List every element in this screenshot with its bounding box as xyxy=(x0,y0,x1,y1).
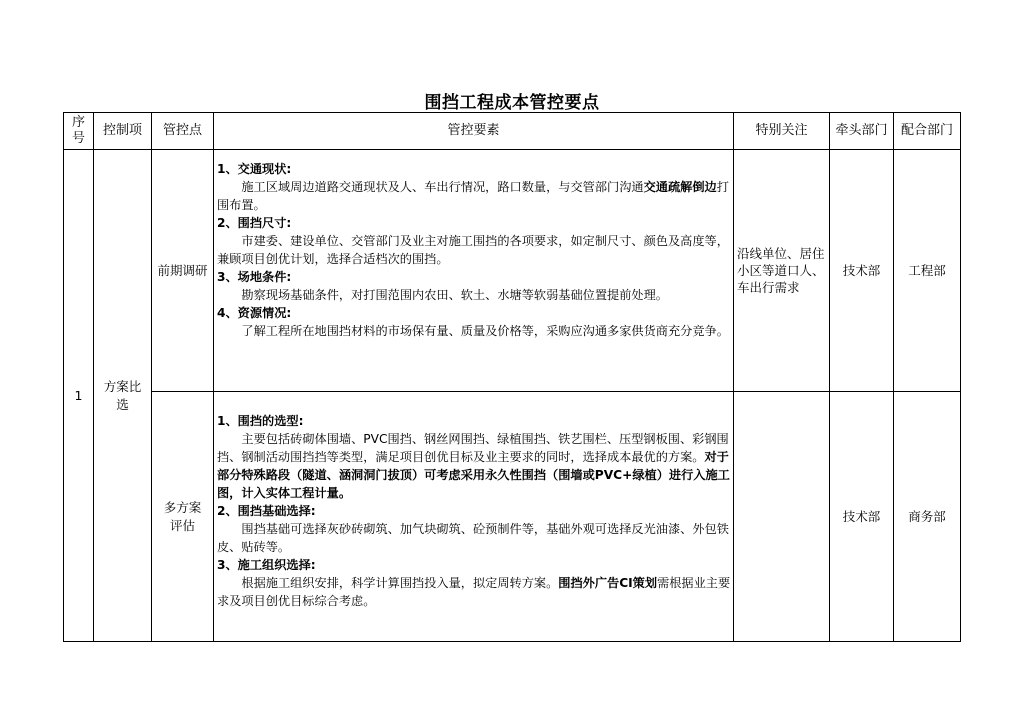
req-text xyxy=(217,430,731,502)
req-text: 市建委、建设单位、交管部门及业主对施工围挡的各项要求，如定制尺寸、颜色及高度等，兼顾项目创优计划，选择合适档次的围挡。 xyxy=(217,234,729,266)
req-text-bold: 对于部分特殊路段（隧道、涵洞洞门拔顶）可考虑采用永久性围挡（围墙或PVC+绿植）进行入施工图，计入实体工程计量。 xyxy=(217,450,730,500)
header-requirements: 管控要素 xyxy=(214,113,734,150)
cost-control-table xyxy=(63,112,961,642)
cell-lead-dept: 技术部 xyxy=(830,392,894,642)
header-support-dept: 配合部门 xyxy=(894,113,961,150)
req-block xyxy=(217,160,731,340)
req-heading: 2、围挡基础选择: xyxy=(217,504,316,518)
req-heading: 4、资源情况: xyxy=(217,306,292,320)
page-title: 围挡工程成本管控要点 xyxy=(424,93,600,113)
req-text: 了解工程所在地围挡材料的市场保有量、质量及价格等，采购应沟通多家供货商充分竞争。 xyxy=(241,324,729,338)
cell-control-point xyxy=(152,392,214,642)
header-row xyxy=(64,113,961,150)
cell-special: 沿线单位、居住小区等道口人、车出行需求 xyxy=(734,150,830,392)
cell-control-point: 前期调研 xyxy=(152,150,214,392)
cell-special xyxy=(734,392,830,642)
cell-support-dept: 商务部 xyxy=(894,392,961,642)
cell-lead-dept: 技术部 xyxy=(830,150,894,392)
req-heading: 1、围挡的选型: xyxy=(217,414,304,428)
cell-seq: 1 xyxy=(64,150,94,642)
header-control-point: 管控点 xyxy=(152,113,214,150)
control-point-text: 多方案评估 xyxy=(163,499,202,533)
req-text-normal: 根据施工组织安排，科学计算围挡投入量，拟定周转方案。 xyxy=(241,576,559,590)
req-heading: 3、场地条件: xyxy=(217,270,292,284)
req-text xyxy=(217,178,731,214)
table-row xyxy=(64,392,961,642)
header-control-item: 控制项 xyxy=(94,113,152,150)
req-text-tail: 打围布置。 xyxy=(217,180,729,212)
req-text xyxy=(217,574,731,610)
control-item-text: 方案比选 xyxy=(103,378,142,412)
req-text: 围挡基础可选择灰砂砖砌筑、加气块砌筑、砼预制件等，基础外观可选择反光油漆、外包铁皮、贴砖等。 xyxy=(217,522,729,554)
req-text-normal: 主要包括砖砌体围墙、PVC围挡、钢丝网围挡、绿植围挡、铁艺围栏、压型钢板围、彩钢围挡、钢制活动围挡挡等类型，满足项目创优目标及业主要求的同时，选择成本最优的方案。 xyxy=(217,432,729,464)
req-text: 勘察现场基础条件，对打围范围内农田、软土、水塘等软弱基础位置提前处理。 xyxy=(241,288,668,302)
header-seq-line2: 号 xyxy=(71,131,85,146)
req-text-tail: 需根据业主要求及项目创优目标综合考虑。 xyxy=(217,576,731,608)
req-heading: 2、围挡尺寸: xyxy=(217,216,292,230)
header-special: 特别关注 xyxy=(734,113,830,150)
header-seq xyxy=(64,113,94,150)
header-lead-dept: 牵头部门 xyxy=(830,113,894,150)
cell-requirements xyxy=(214,150,734,392)
req-text-bold: 围挡外广告CI策划 xyxy=(558,576,658,590)
cell-support-dept: 工程部 xyxy=(894,150,961,392)
table-row xyxy=(64,150,961,392)
req-heading: 3、施工组织选择: xyxy=(217,558,316,572)
cell-control-item xyxy=(94,150,152,642)
header-seq-line1: 序 xyxy=(71,115,85,130)
req-heading: 1、交通现状: xyxy=(217,162,292,176)
cell-requirements xyxy=(214,392,734,642)
req-block xyxy=(217,412,731,610)
req-text-bold: 交通疏解倒边 xyxy=(643,180,717,194)
req-text-normal: 施工区域周边道路交通现状及人、车出行情况，路口数量，与交管部门沟通 xyxy=(241,180,644,194)
